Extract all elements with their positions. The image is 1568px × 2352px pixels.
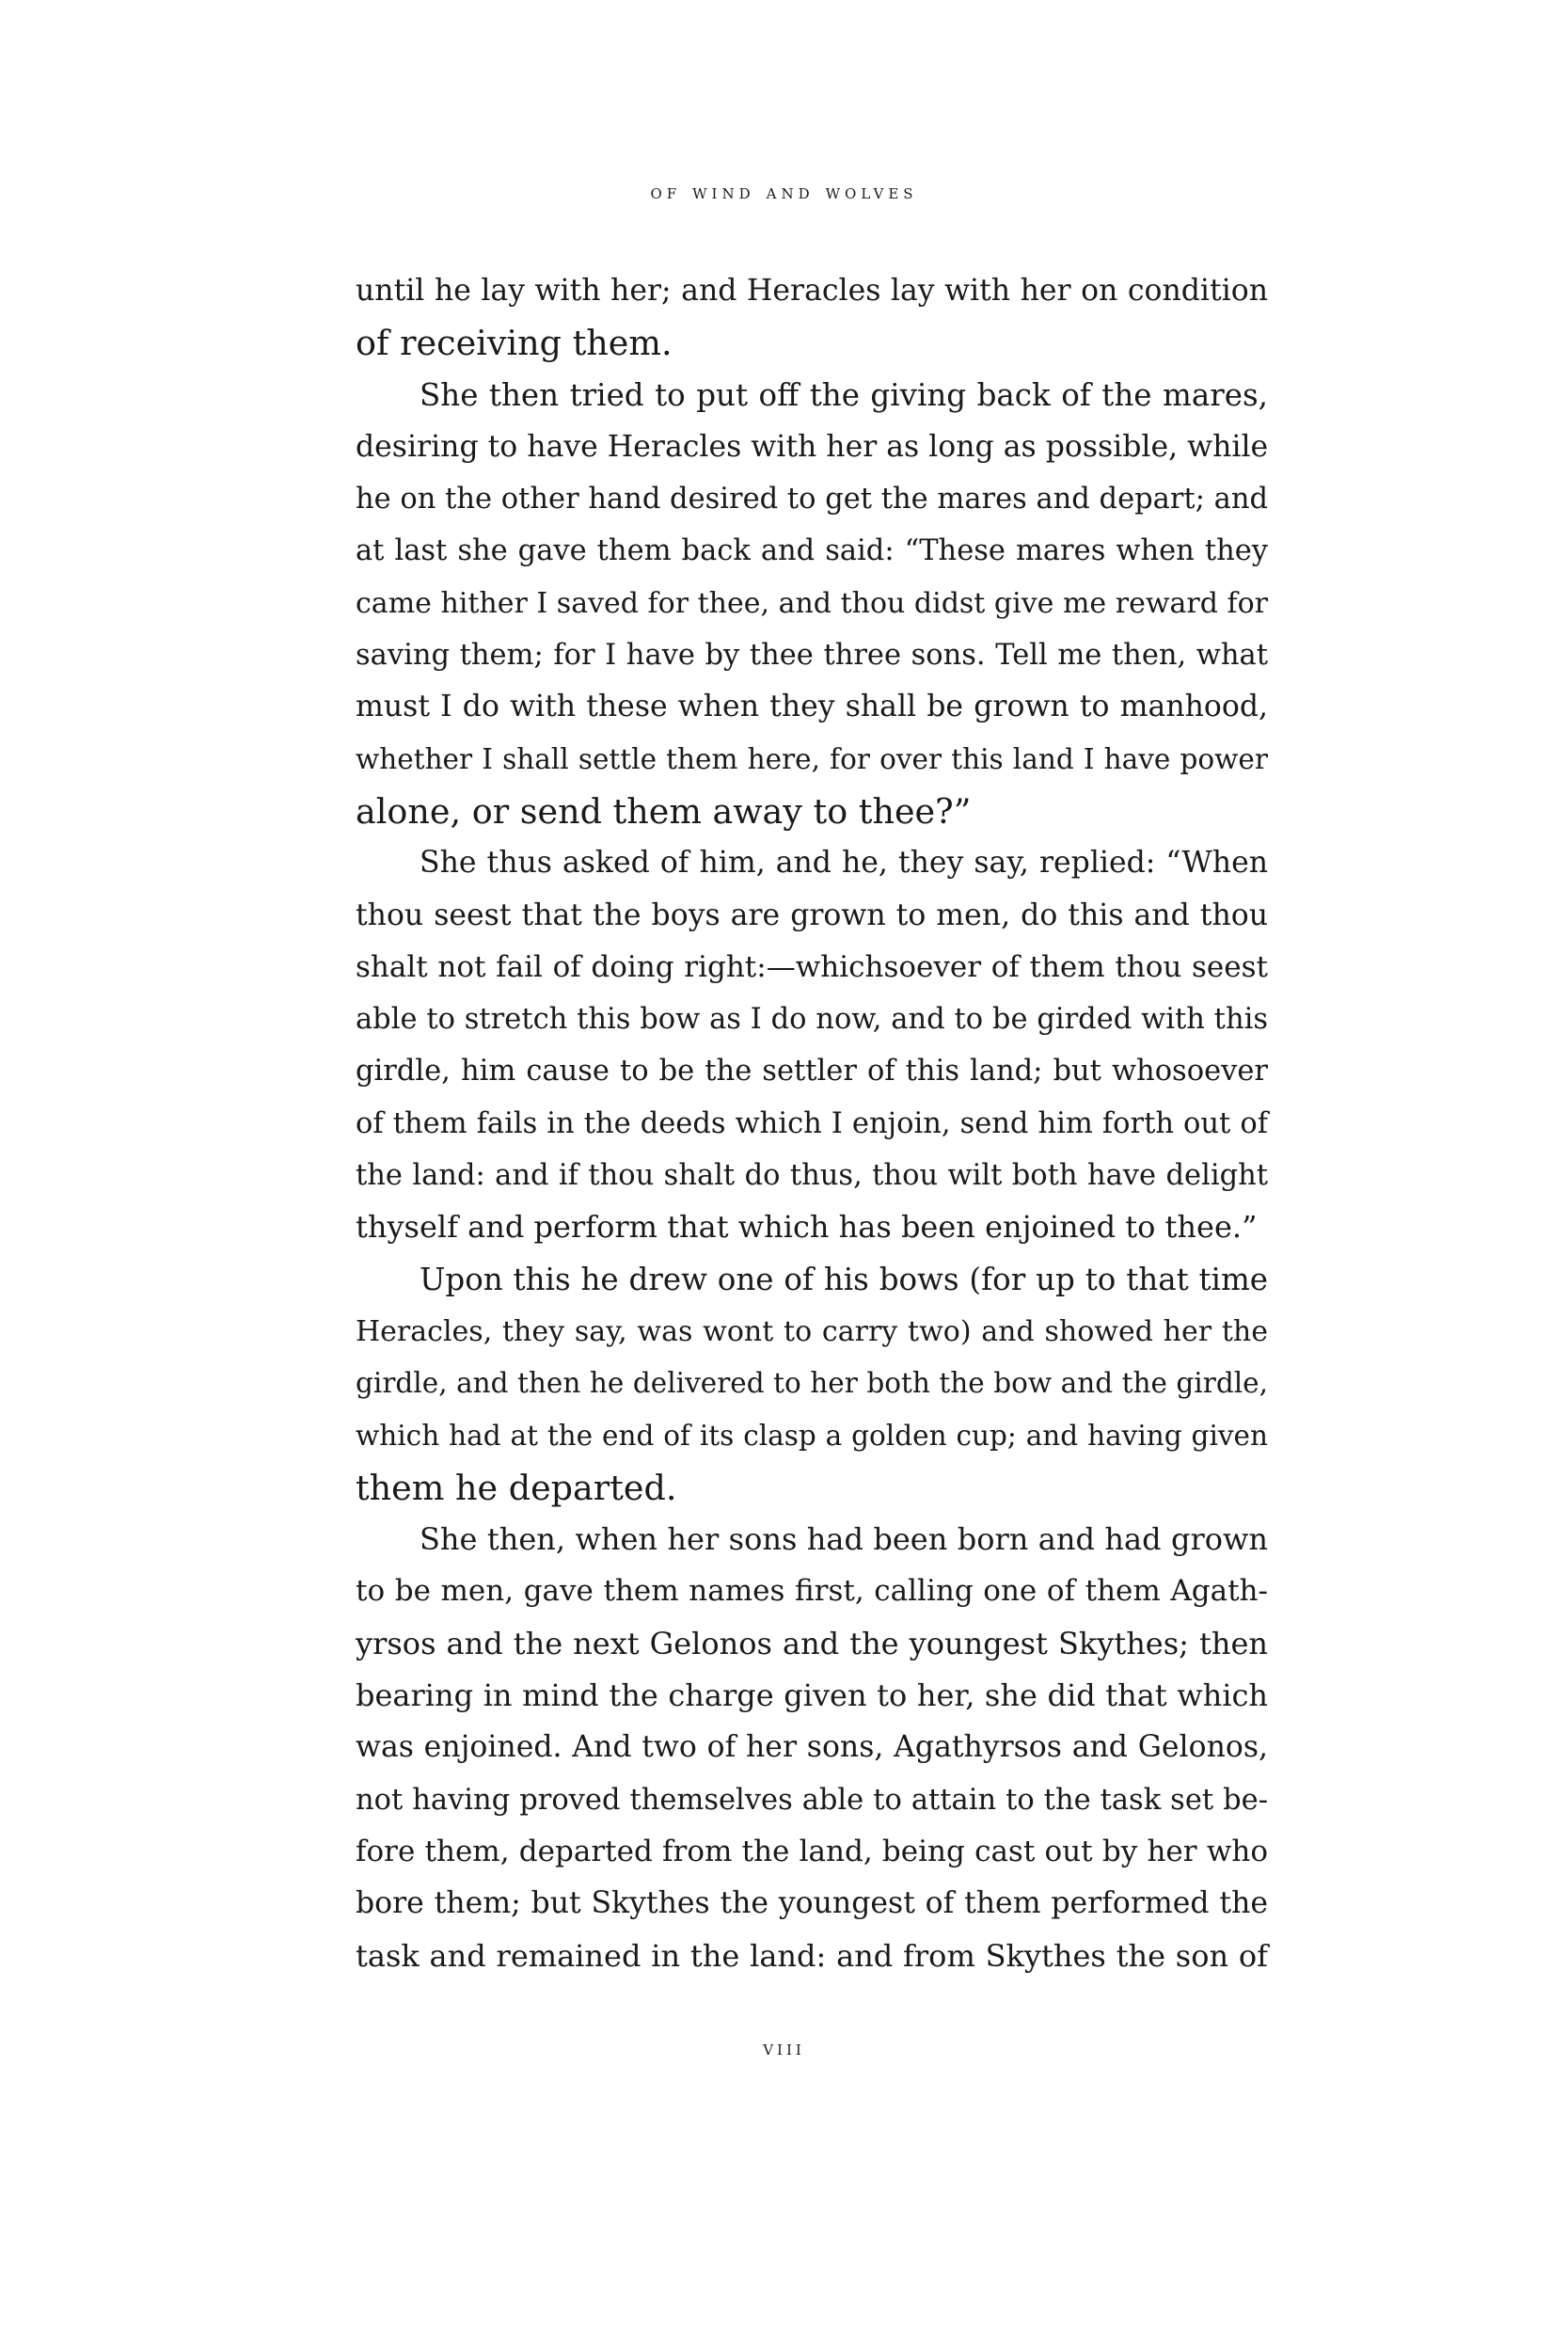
text-line: Heracles, they say, was wont to carry two) and showed her the	[356, 1314, 1268, 1348]
text-line: thyself and perform that which has been enjoined to thee.”	[356, 1209, 1258, 1246]
text-line: not having proved themselves able to attain to the task set be-	[356, 1783, 1268, 1817]
text-line: able to stretch this bow as I do now, and to be girded with this	[356, 1003, 1268, 1037]
text-line: fore them, departed from the land, being cast out by her who	[356, 1834, 1268, 1868]
text-line: task and remained in the land: and from Skythes the son of	[356, 1937, 1268, 1974]
text-line: whether I shall settle them here, for over this land I have power	[356, 742, 1268, 775]
text-line: he on the other hand desired to get the mares and depart; and	[356, 483, 1268, 516]
text-line: She then, when her sons had been born and had grown	[420, 1521, 1268, 1558]
text-line: was enjoined. And two of her sons, Agathyrsos and Gelonos,	[356, 1730, 1268, 1765]
text-line: girdle, and then he delivered to her both the bow and the girdle,	[356, 1367, 1268, 1400]
text-line: yrsos and the next Gelonos and the youngest Skythes; then	[356, 1625, 1268, 1661]
text-line: of them fails in the deeds which I enjoin, send him forth out of	[356, 1106, 1268, 1140]
text-line: thou seest that the boys are grown to men, do this and thou	[356, 898, 1268, 932]
text-line: the land: and if thou shalt do thus, thou wilt both have delight	[356, 1159, 1268, 1193]
text-line: of receiving them.	[356, 323, 673, 364]
text-line: girdle, him cause to be the settler of this land; but whosoever	[356, 1055, 1268, 1089]
text-line: came hither I saved for thee, and thou didst give me reward for	[356, 586, 1268, 620]
text-line: bearing in mind the charge given to her, she did that which	[356, 1677, 1268, 1714]
text-line: desiring to have Heracles with her as long as possible, while	[356, 429, 1269, 464]
text-line: until he lay with her; and Heracles lay with her on condition	[356, 274, 1268, 308]
body-text	[356, 265, 1268, 1982]
text-line: alone, or send them away to thee?”	[356, 790, 972, 832]
text-line: at last she gave them back and said: “These mares when they	[356, 534, 1268, 568]
text-line: which had at the end of its clasp a golden cup; and having given	[356, 1419, 1268, 1452]
text-line: to be men, gave them names first, calling one of them Agath-	[356, 1574, 1268, 1609]
text-line: shalt not fail of doing right:—whichsoever of them thou seest	[356, 949, 1268, 984]
text-line: saving them; for I have by thee three sons. Tell me then, what	[356, 639, 1268, 673]
text-line: bore them; but Skythes the youngest of them performed the	[356, 1886, 1268, 1921]
text-line: She thus asked of him, and he, they say, replied: “When	[420, 846, 1268, 881]
page-number: viii	[763, 2037, 805, 2060]
running-head: of wind and wolves	[650, 181, 918, 204]
text-line: must I do with these when they shall be grown to manhood,	[356, 690, 1268, 724]
text-line: them he departed.	[356, 1467, 677, 1508]
text-line: She then tried to put off the giving back of the mares,	[420, 376, 1268, 413]
text-line: Upon this he drew one of his bows (for up to that time	[420, 1261, 1268, 1297]
